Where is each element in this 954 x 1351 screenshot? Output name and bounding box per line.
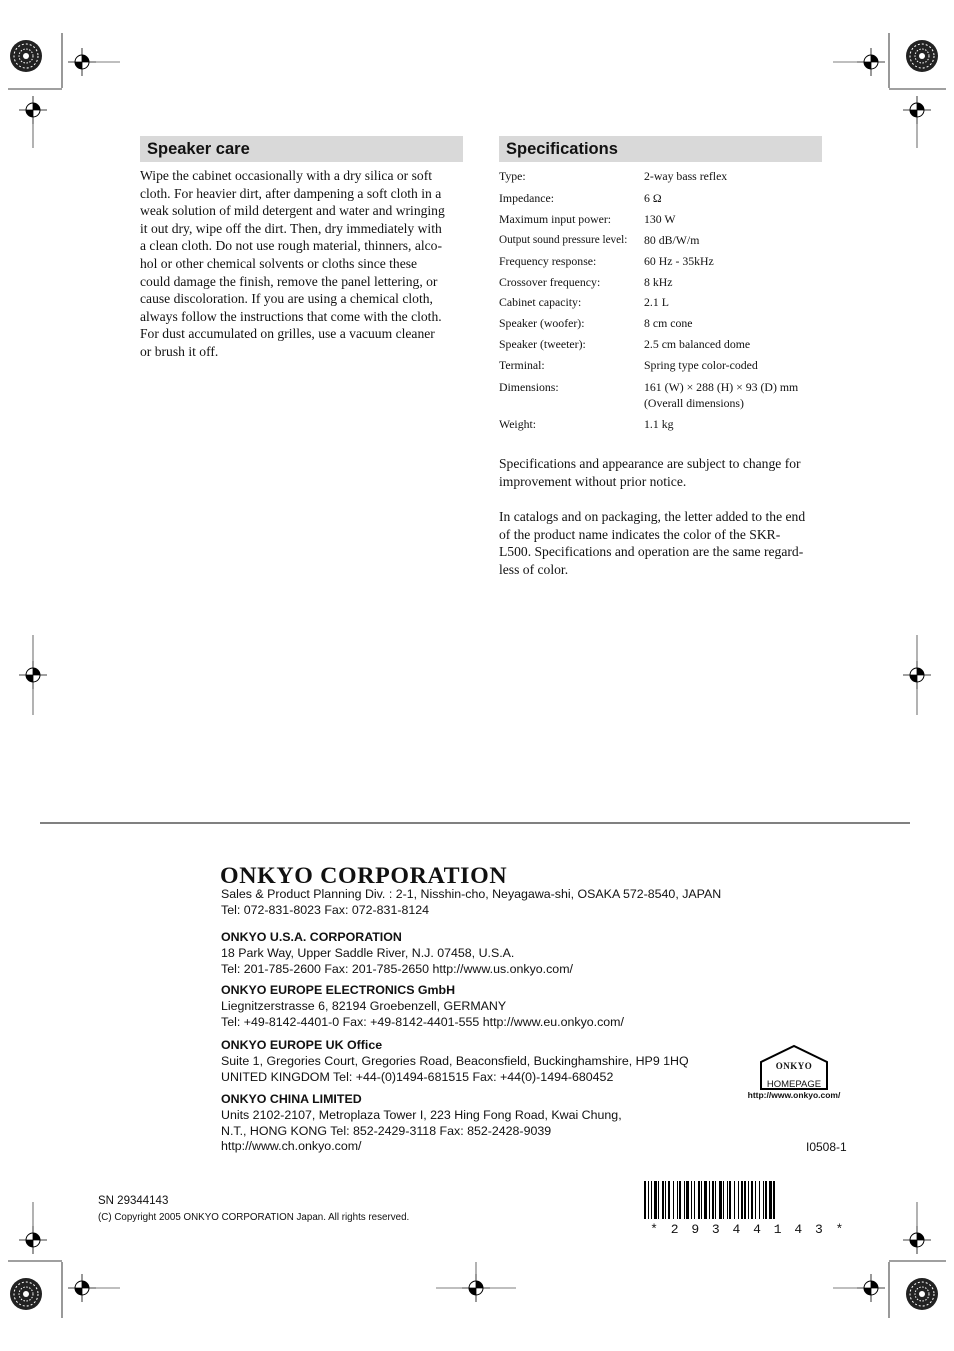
text-line: weak solution of mild detergent and water and wringing — [140, 203, 445, 219]
corporation-address-block — [221, 887, 721, 919]
barcode-bar — [658, 1181, 659, 1219]
text-line: L500. Specifications and operation are the same regard- — [499, 544, 804, 560]
office-uk — [221, 1038, 689, 1085]
spec-label: Impedance: — [499, 191, 555, 205]
text-line: cloth. For heavier dirt, after dampening a soft cloth in a — [140, 185, 442, 201]
barcode-bar — [673, 1181, 674, 1219]
spec-value: 80 dB/W/m — [644, 233, 700, 247]
color-letter-note — [499, 508, 829, 578]
spec-value: 60 Hz - 35kHz — [644, 254, 714, 268]
barcode-bar — [644, 1181, 646, 1219]
onkyo-corporation-logo: ONKYO CORPORATION — [220, 863, 508, 888]
barcode-bar — [765, 1181, 767, 1219]
barcode-bar — [691, 1181, 692, 1219]
text-line: For dust accumulated on grilles, use a vacuum cleaner — [140, 326, 435, 342]
office-usa — [221, 930, 573, 977]
spec-value: 161 (W) × 288 (H) × 93 (D) mm — [644, 380, 799, 394]
office-line: Suite 1, Gregories Court, Gregories Road, Beaconsfield, Buckinghamshire, HP9 1HQ — [221, 1053, 689, 1068]
barcode-bar — [719, 1181, 722, 1219]
text-line: it out dry, wipe off the dirt. Then, dry immediately with — [140, 220, 442, 236]
office-line: Liegnitzerstrasse 6, 82194 Groebenzell, GERMANY — [221, 998, 507, 1013]
serial-number: SN 29344143 — [98, 1195, 169, 1207]
barcode-bar — [759, 1181, 760, 1219]
spec-label: Crossover frequency: — [499, 275, 601, 289]
barcode-bar — [679, 1181, 681, 1219]
barcode-bar — [712, 1181, 714, 1219]
text-line: or brush it off. — [140, 343, 219, 359]
barcode-bar — [769, 1181, 772, 1219]
barcode-bar — [755, 1181, 756, 1219]
text-line: of the product name indicates the color of the SKR- — [499, 526, 781, 542]
text-line: a clean cloth. Do not use rough material, thinners, alco- — [140, 238, 442, 254]
barcode-bar — [694, 1181, 695, 1219]
office-europe — [221, 983, 624, 1030]
office-line: 18 Park Way, Upper Saddle River, N.J. 07458, U.S.A. — [221, 945, 515, 960]
barcode-text: * 2 9 3 4 4 1 4 3 * — [650, 1222, 846, 1237]
spec-label: Frequency response: — [499, 254, 597, 268]
text-line: In catalogs and on packaging, the letter added to the end — [499, 509, 806, 524]
text-line: hol or other chemical solvents or cloths since these — [140, 255, 418, 271]
spec-value: 2-way bass reflex — [644, 169, 728, 183]
spec-label: Dimensions: — [499, 380, 559, 394]
barcode-bar — [648, 1181, 649, 1219]
spec-label: Terminal: — [499, 358, 545, 372]
spec-value: 8 kHz — [644, 275, 673, 289]
barcode-bar — [686, 1181, 689, 1219]
office-line: http://www.ch.onkyo.com/ — [221, 1139, 362, 1154]
spec-value: 2.5 cm balanced dome — [644, 337, 751, 351]
barcode-bar — [668, 1181, 670, 1219]
barcode-bar — [744, 1181, 746, 1219]
barcode-bar — [763, 1181, 764, 1219]
barcode-bar — [701, 1181, 702, 1219]
barcode-bar — [662, 1181, 664, 1219]
spec-label: Speaker (woofer): — [499, 316, 585, 330]
barcode-bar — [727, 1181, 728, 1219]
barcode-bar — [709, 1181, 710, 1219]
spec-value: 6 Ω — [644, 191, 662, 205]
barcode-bar — [704, 1181, 707, 1219]
office-line: UNITED KINGDOM Tel: +44-(0)1494-681515 Fax: +44(0)-1494-680452 — [221, 1069, 614, 1084]
spec-value: 130 W — [644, 212, 676, 226]
spec-value: 8 cm cone — [644, 316, 693, 330]
text-line: Wipe the cabinet occasionally with a dry silica or soft — [140, 168, 432, 183]
barcode-bar — [751, 1181, 753, 1219]
text-line: always follow the instructions that come with the cloth. — [140, 308, 442, 324]
spec-label: Type: — [499, 169, 526, 183]
barcode-bar — [715, 1181, 716, 1219]
corporation-address: Sales & Product Planning Div. : 2-1, Nisshin-cho, Neyagawa-shi, OSAKA 572-8540, JAPAN — [221, 887, 722, 901]
corporation-tel: Tel: 072-831-8023 Fax: 072-831-8124 — [221, 902, 430, 917]
barcode-bar — [698, 1181, 700, 1219]
homepage-badge — [736, 1044, 852, 1104]
office-china — [221, 1092, 622, 1155]
spec-value: 2.1 L — [644, 295, 669, 309]
office-line: Tel: +49-8142-4401-0 Fax: +49-8142-4401-555 http://www.eu.onkyo.com/ — [221, 1014, 624, 1029]
spec-value-note: (Overall dimensions) — [644, 396, 744, 410]
office-name: ONKYO EUROPE UK Office — [221, 1038, 383, 1052]
text-line: improvement without prior notice. — [499, 473, 687, 489]
homepage-label: HOMEPAGE — [766, 1079, 822, 1090]
barcode-bar — [651, 1181, 652, 1219]
text-line: could damage the finish, remove the panel lettering, or — [140, 273, 438, 289]
office-name: ONKYO EUROPE ELECTRONICS GmbH — [221, 983, 456, 997]
office-line: Units 2102-2107, Metroplaza Tower I, 223 Hing Fong Road, Kwai Chung, — [221, 1107, 622, 1122]
spec-label: Maximum input power: — [499, 212, 612, 226]
barcode-bar — [734, 1181, 735, 1219]
text-line: cause discoloration. If you are using a chemical cloth, — [140, 291, 433, 307]
spec-label: Cabinet capacity: — [499, 295, 582, 309]
office-line: N.T., HONG KONG Tel: 852-2429-3118 Fax: 852-2428-9039 — [221, 1123, 552, 1138]
barcode-bar — [723, 1181, 724, 1219]
barcode-bar — [773, 1181, 775, 1219]
spec-value: Spring type color-coded — [644, 358, 758, 372]
copyright: (C) Copyright 2005 ONKYO CORPORATION Japan. All rights reserved. — [98, 1212, 410, 1223]
spec-label: Weight: — [499, 417, 537, 431]
speaker-care-heading: Speaker care — [140, 136, 463, 162]
office-line: Tel: 201-785-2600 Fax: 201-785-2650 http://www.us.onkyo.com/ — [221, 961, 573, 976]
homepage-logo: ONKYO — [775, 1061, 813, 1071]
office-name: ONKYO U.S.A. CORPORATION — [221, 930, 402, 944]
homepage-url: http://www.onkyo.com/ — [747, 1090, 841, 1100]
barcode-bar — [741, 1181, 743, 1219]
specifications-heading: Specifications — [499, 136, 822, 162]
barcode-bar — [677, 1181, 678, 1219]
barcode-bar — [748, 1181, 749, 1219]
spec-label: Output sound pressure level: — [499, 234, 628, 246]
text-line: less of color. — [499, 561, 569, 577]
barcode-bar — [729, 1181, 731, 1219]
barcode-bar — [665, 1181, 666, 1219]
office-name: ONKYO CHINA LIMITED — [221, 1092, 362, 1106]
barcode-bar — [654, 1181, 657, 1219]
barcode-bar — [738, 1181, 739, 1219]
text-line: Specifications and appearance are subject to change for — [499, 456, 801, 471]
barcode — [644, 1181, 850, 1219]
speaker-care-text — [140, 167, 470, 361]
document-code: I0508-1 — [806, 1140, 847, 1154]
barcode-bar — [684, 1181, 685, 1219]
spec-value: 1.1 kg — [644, 417, 674, 431]
spec-change-note — [499, 455, 829, 490]
spec-label: Speaker (tweeter): — [499, 337, 586, 351]
